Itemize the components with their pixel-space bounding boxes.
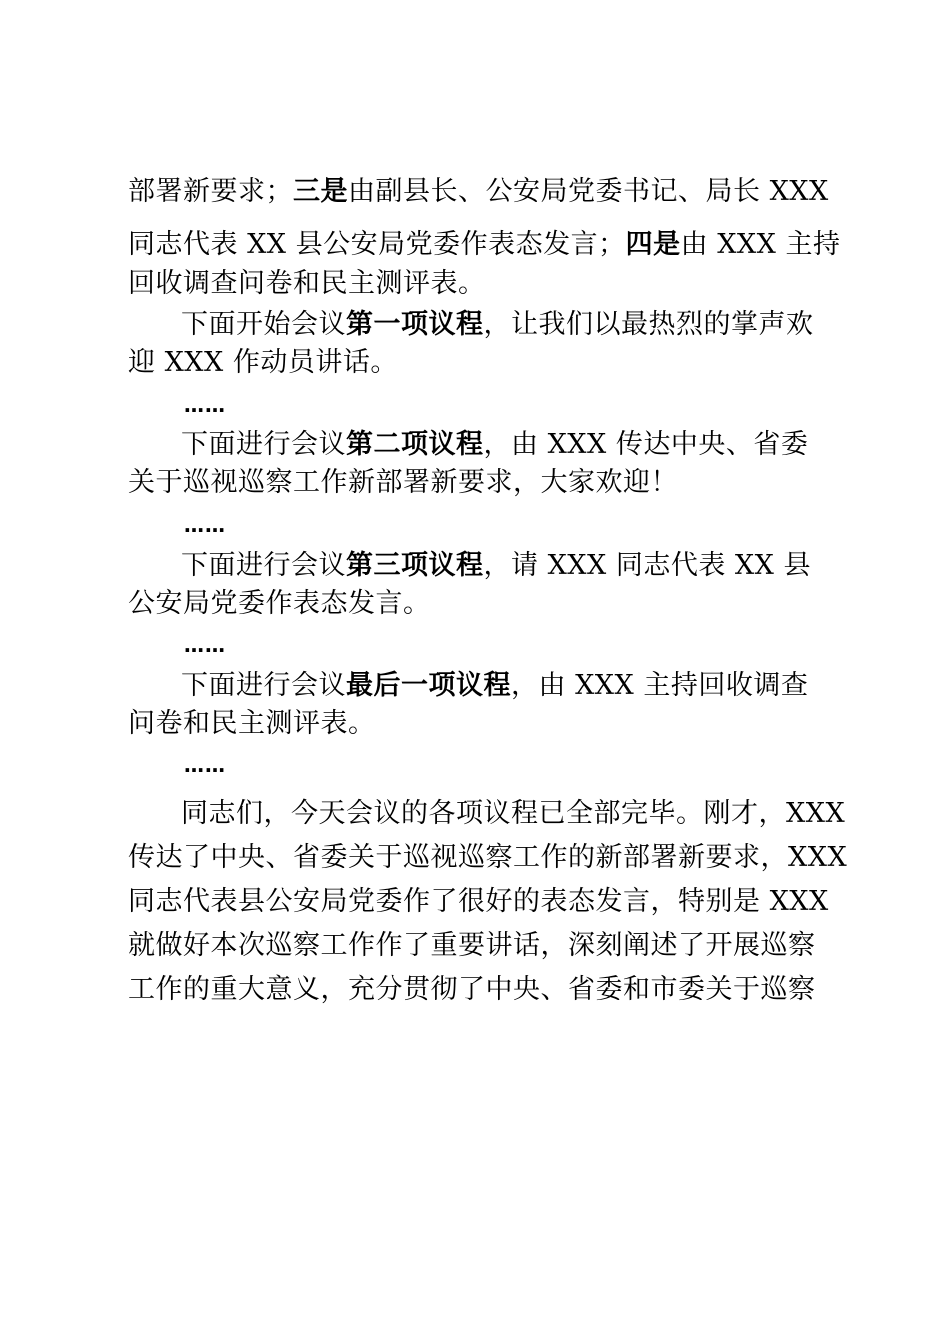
p2-line-1 — [181, 307, 814, 343]
p6-line-1: 同志们，今天会议的各项议程已全部完毕。刚才，XXX — [181, 798, 846, 829]
p1-line-2 — [128, 227, 840, 263]
p4-line-1 — [181, 548, 811, 584]
text-span: ，请 XXX 同志代表 XX 县 — [483, 550, 811, 581]
bold-keyword: 最后一项议程 — [346, 670, 511, 701]
text-span: 由 XXX 主持 — [680, 229, 841, 260]
p1-line-1 — [128, 174, 829, 210]
text-span: ，让我们以最热烈的掌声欢 — [483, 309, 814, 340]
text-span: ，由 XXX 传达中央、省委 — [483, 429, 809, 460]
p6-line-4: 就做好本次巡察工作作了重要讲话，深刻阐述了开展巡察 — [128, 930, 816, 961]
text-span: 由副县长、公安局党委书记、局长 XXX — [348, 176, 829, 207]
p3-line-2: 关于巡视巡察工作新部署新要求，大家欢迎！ — [128, 467, 678, 498]
text-span: 下面进行会议 — [181, 670, 346, 701]
ellipsis-2: …… — [184, 513, 226, 537]
bold-keyword: 第三项议程 — [346, 550, 484, 581]
bold-keyword: 第一项议程 — [346, 309, 484, 340]
bold-keyword: 第二项议程 — [346, 429, 484, 460]
bold-keyword: 三是 — [293, 176, 348, 207]
p3-line-1 — [181, 427, 808, 463]
p2-line-2: 迎 XXX 作动员讲话。 — [128, 347, 398, 378]
p1-line-3: 回收调查问卷和民主测评表。 — [128, 268, 486, 299]
p4-line-2: 公安局党委作表态发言。 — [128, 588, 431, 619]
ellipsis-3: …… — [184, 633, 226, 657]
text-span: 同志代表 XX 县公安局党委作表态发言； — [128, 229, 626, 260]
p6-line-5: 工作的重大意义，充分贯彻了中央、省委和市委关于巡察 — [128, 974, 816, 1005]
bold-keyword: 四是 — [625, 229, 681, 260]
text-span: 下面开始会议 — [181, 309, 346, 340]
p5-line-1 — [181, 668, 808, 704]
ellipsis-1: …… — [184, 393, 226, 417]
text-span: 部署新要求； — [128, 176, 293, 207]
p6-line-2: 传达了中央、省委关于巡视巡察工作的新部署新要求，XXX — [128, 842, 848, 873]
text-span: 下面进行会议 — [181, 550, 346, 581]
p5-line-2: 问卷和民主测评表。 — [128, 708, 376, 739]
p6-line-3: 同志代表县公安局党委作了很好的表态发言，特别是 XXX — [128, 886, 829, 917]
ellipsis-4: …… — [184, 753, 226, 777]
text-span: 下面进行会议 — [181, 429, 346, 460]
text-span: ，由 XXX 主持回收调查 — [511, 670, 809, 701]
